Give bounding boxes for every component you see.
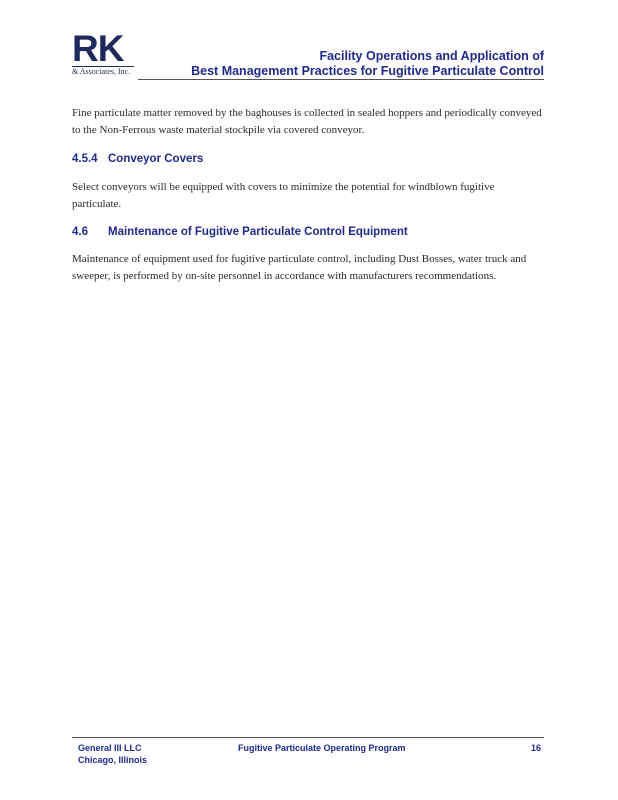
- section-title: Maintenance of Fugitive Particulate Control Equipment: [108, 226, 408, 238]
- document-header-title: [191, 49, 544, 79]
- section-heading-maintenance: [72, 226, 408, 238]
- footer-company: General III LLC: [78, 743, 142, 753]
- section-heading-conveyor-covers: [72, 153, 203, 165]
- section-title: Conveyor Covers: [108, 153, 204, 165]
- footer-page-number: 16: [531, 743, 542, 753]
- paragraph-baghouse: Fine particulate matter removed by the baghouses is collected in sealed hoppers and periodically conveyed to the Non-Ferrous waste material stockpile via covered conveyor.: [72, 107, 542, 136]
- paragraph-conveyor-covers: Select conveyors will be equipped with covers to minimize the potential for windblown fugitive particulate.: [72, 181, 495, 210]
- footer-program: Fugitive Particulate Operating Program: [238, 743, 406, 753]
- header-title-line2: Best Management Practices for Fugitive Particulate Control: [191, 64, 544, 78]
- section-number: 4.6: [72, 226, 88, 238]
- paragraph-maintenance: Maintenance of equipment used for fugitive particulate control, including Dust Bosses, water truck and sweeper, is performed by on-site personnel in accordance with manufacturers recommendations.: [72, 253, 527, 282]
- footer-location: Chicago, Illinois: [78, 755, 148, 765]
- logo-subtitle: & Associates, Inc.: [72, 67, 131, 76]
- footer-divider: [72, 737, 544, 738]
- header-divider: [138, 79, 544, 80]
- footer-company-block: [78, 742, 147, 766]
- company-logo: [72, 30, 136, 78]
- section-number: 4.5.4: [72, 153, 98, 165]
- logo-mark: RK: [72, 28, 124, 69]
- header-title-line1: Facility Operations and Application of: [319, 49, 544, 63]
